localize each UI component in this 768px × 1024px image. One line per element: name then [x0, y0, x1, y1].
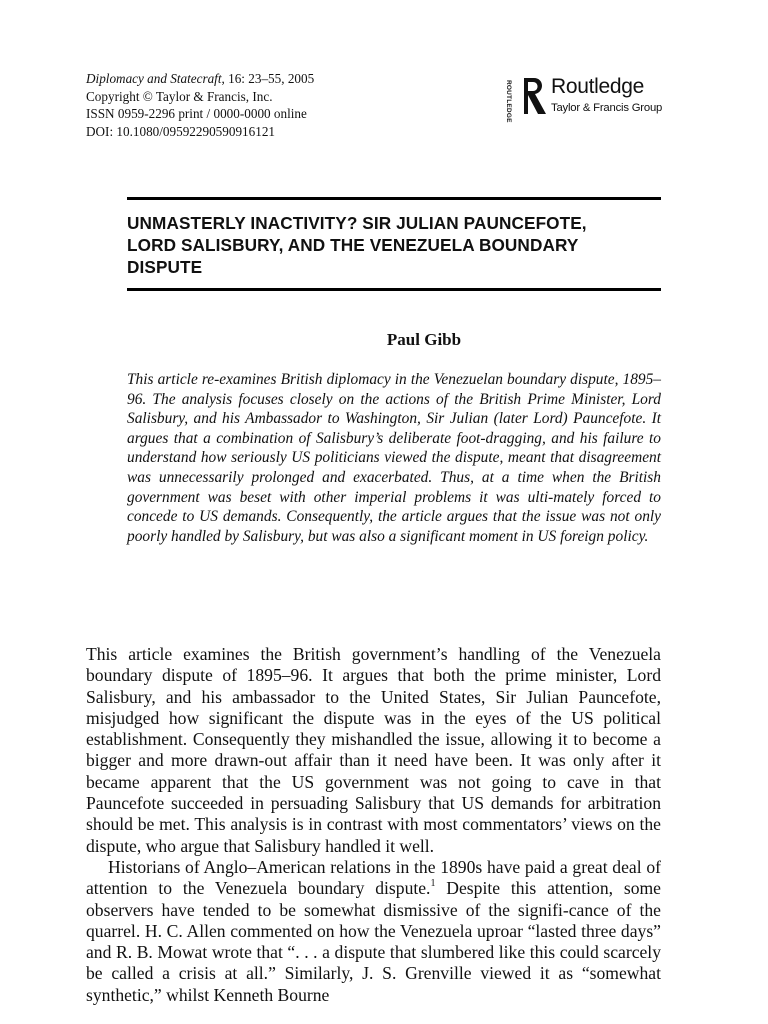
body-paragraph: Historians of Anglo–American relations in the 1890s have paid a great deal of attention to the Venezuela boundary dispute.$^1$ Despite this attention, some observers have tended to be somewhat dismissive of the signifi-cance of the quarrel. H. C. Allen commented on how the Venezuela uproar “lasted three days” and R. B. Mowat wrote that “. . . a dispute that slumbered like this could scarcely be called a crisis at all.” Similarly, J. S. Grenville viewed it as “somewhat synthetic,” whilst Kenneth Bourne: [86, 856, 661, 1005]
journal-name: Diplomacy and Statecraft: [86, 71, 222, 86]
publisher-name: Routledge: [551, 75, 645, 98]
article-body: [86, 644, 661, 1006]
article-title: [127, 212, 661, 278]
issn-line: ISSN 0959-2296 print / 0000-0000 online: [86, 106, 307, 121]
footnote-marker[interactable]: 1: [430, 878, 436, 890]
title-line: DISPUTE: [127, 257, 203, 277]
copyright-line: Copyright © Taylor & Francis, Inc.: [86, 88, 273, 104]
body-paragraph: This article examines the British government’s handling of the Venezuela boundary dispute of 1895–96. It argues that both the prime minister, Lord Salisbury, and his ambassador to the United States, Sir Julian Pauncefote, misjudged how significant the dispute was in the eyes of the US political establishment. Consequently they mishandled the issue, allowing it to become a bigger and more drawn-out affair than it need have been. It was only after it became apparent that the US government was not going to cave in that Pauncefote succeeded in persuading Salisbury that US demands for arbitration should be met. This analysis is in contrast with most commentators’ views on the dispute, who argue that Salisbury handled it well.: [86, 644, 661, 856]
routledge-r-icon: [522, 76, 548, 116]
title-line: LORD SALISBURY, AND THE VENEZUELA BOUNDARY: [127, 235, 579, 255]
journal-citation: [86, 70, 314, 88]
volume-pages: , 16: 23–55, 2005: [221, 71, 315, 86]
abstract: This article re-examines British diplomacy in the Venezuelan boundary dispute, 1895–96. The analysis focuses closely on the actions of the British Prime Minister, Lord Salisbury, and his Ambassador to Washington, Sir Julian (later Lord) Pauncefote. It argues that a combination of Salisbury’s deliberate foot-dragging, and his failure to understand how seriously US politicians viewed the dispute, meant that disagreement was unnecessarily prolonged and exacerbated. Thus, at a time when the British government was beset with other imperial problems it was ulti-mately forced to concede to US demands. Consequently, the article argues that the issue was not only poorly handled by Salisbury, but was also a significant moment in US foreign policy.: [127, 371, 661, 545]
citation-block: [86, 70, 314, 140]
publisher-vertical-wordmark: ROUTLEDGE: [505, 80, 512, 123]
publisher-logo: [505, 74, 672, 123]
article-title-block: [127, 197, 661, 291]
doi-line: DOI: 10.1080/09592290590916121: [86, 123, 276, 139]
author-name: Paul Gibb: [386, 330, 462, 349]
publisher-group: Taylor & Francis Group: [551, 102, 663, 114]
title-line: UNMASTERLY INACTIVITY? SIR JULIAN PAUNCEFOTE,: [127, 213, 587, 233]
